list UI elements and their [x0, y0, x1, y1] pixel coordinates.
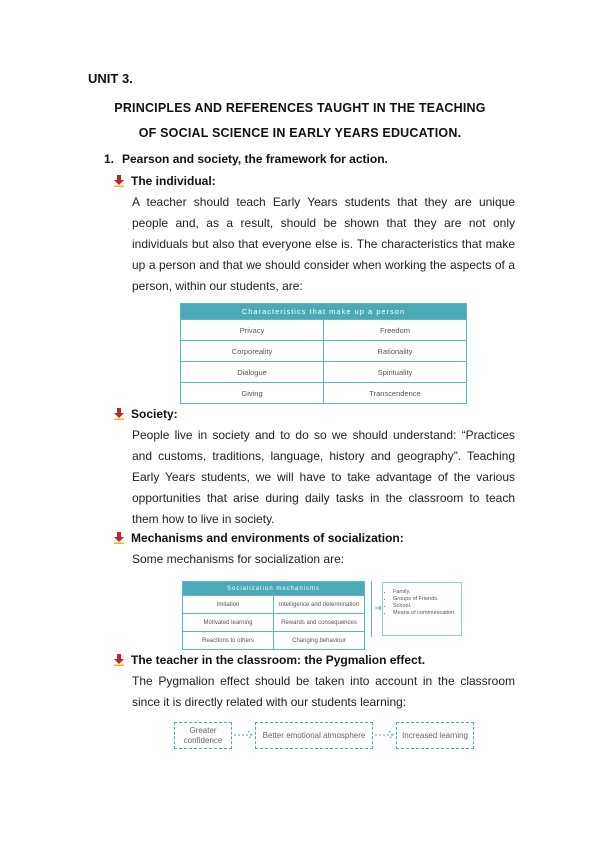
- bullet-pygmalion: [113, 653, 425, 667]
- individual-heading: The individual:: [131, 174, 216, 188]
- unit-label: UNIT 3.: [88, 71, 133, 86]
- table-cell: Corporeality: [181, 341, 324, 362]
- table-cell: Imitation: [183, 596, 274, 614]
- list-item: • School.: [393, 603, 461, 610]
- flow-step-2: Better emotional atmosphere: [255, 722, 373, 749]
- table-row: [183, 632, 365, 650]
- table-row: [181, 383, 467, 404]
- table-row: [181, 362, 467, 383]
- table-cell: Privacy: [181, 320, 324, 341]
- arrow-right-icon: [233, 729, 255, 741]
- bullet-mechanisms: [113, 531, 404, 545]
- socialization-table-header: Socialization mechanisms: [183, 582, 365, 596]
- mechanisms-text: Some mechanisms for socialization are:: [132, 552, 345, 566]
- title-line-2: OF SOCIAL SCIENCE IN EARLY YEARS EDUCATION.: [138, 126, 462, 140]
- table-cell: Rewards and consequences: [274, 614, 365, 632]
- arrow-bullet-icon: [113, 408, 125, 420]
- pygmalion-text: The Pygmalion effect should be taken into account in the classroom since it is directly related with our students learning:: [132, 674, 515, 709]
- title-line-1: PRINCIPLES AND REFERENCES TAUGHT IN THE TEACHING: [114, 101, 486, 115]
- arrow-bullet-icon: [113, 532, 125, 544]
- table-row: [183, 614, 365, 632]
- table-cell: Dialogue: [181, 362, 324, 383]
- bracket-line: [371, 581, 373, 637]
- table-row: [181, 341, 467, 362]
- characteristics-table: [180, 303, 467, 404]
- page-title: [70, 96, 530, 146]
- flow-step-1: Greater confidence: [174, 722, 232, 749]
- table-cell: Reactions to others: [183, 632, 274, 650]
- society-text: People live in society and to do so we should understand: “Practices and customs, traditions, language, history and geography”. Teaching Early Years students, we will have to take advantage of the various opportunities that arise during daily tasks in the classroom to teach them how to live in society.: [132, 428, 515, 526]
- pygmalion-heading: The teacher in the classroom: the Pygmalion effect.: [131, 653, 426, 667]
- society-heading: Society:: [131, 407, 178, 421]
- table-cell: Spirituality: [324, 362, 467, 383]
- socialization-table: [182, 581, 365, 650]
- section-title: Pearson and society, the framework for action.: [122, 152, 388, 166]
- mechanisms-heading: Mechanisms and environments of socialization:: [131, 531, 404, 545]
- table-cell: Rationality: [324, 341, 467, 362]
- table-cell: Transcendence: [324, 383, 467, 404]
- individual-text: A teacher should teach Early Years students that they are unique people and, as a result, should be shown that they are not only individuals but also that everyone else is. The characteristics that make up a person and that we should consider when working the aspects of a person, within our students, are:: [132, 195, 515, 293]
- environments-box: [382, 582, 462, 636]
- bullet-individual: [113, 174, 216, 188]
- list-item: • Groups of Friends.: [393, 596, 461, 603]
- table-cell: Freedom: [324, 320, 467, 341]
- arrow-bullet-icon: [113, 654, 125, 666]
- flow-step-3: Increased learning: [396, 722, 474, 749]
- table-cell: Intelligence and determination: [274, 596, 365, 614]
- table-row: [183, 596, 365, 614]
- table-cell: Changing behaviour: [274, 632, 365, 650]
- bullet-society: [113, 407, 178, 421]
- section-heading: [104, 152, 388, 166]
- list-item: • Means of communication.: [393, 610, 461, 617]
- table-cell: Giving: [181, 383, 324, 404]
- section-number: 1.: [104, 152, 115, 166]
- arrow-bullet-icon: [113, 175, 125, 187]
- list-item: • Family.: [393, 589, 461, 596]
- arrow-right-icon: [374, 729, 396, 741]
- table-cell: Motivated learning: [183, 614, 274, 632]
- characteristics-table-header: Characteristics that make up a person: [181, 304, 467, 320]
- table-row: [181, 320, 467, 341]
